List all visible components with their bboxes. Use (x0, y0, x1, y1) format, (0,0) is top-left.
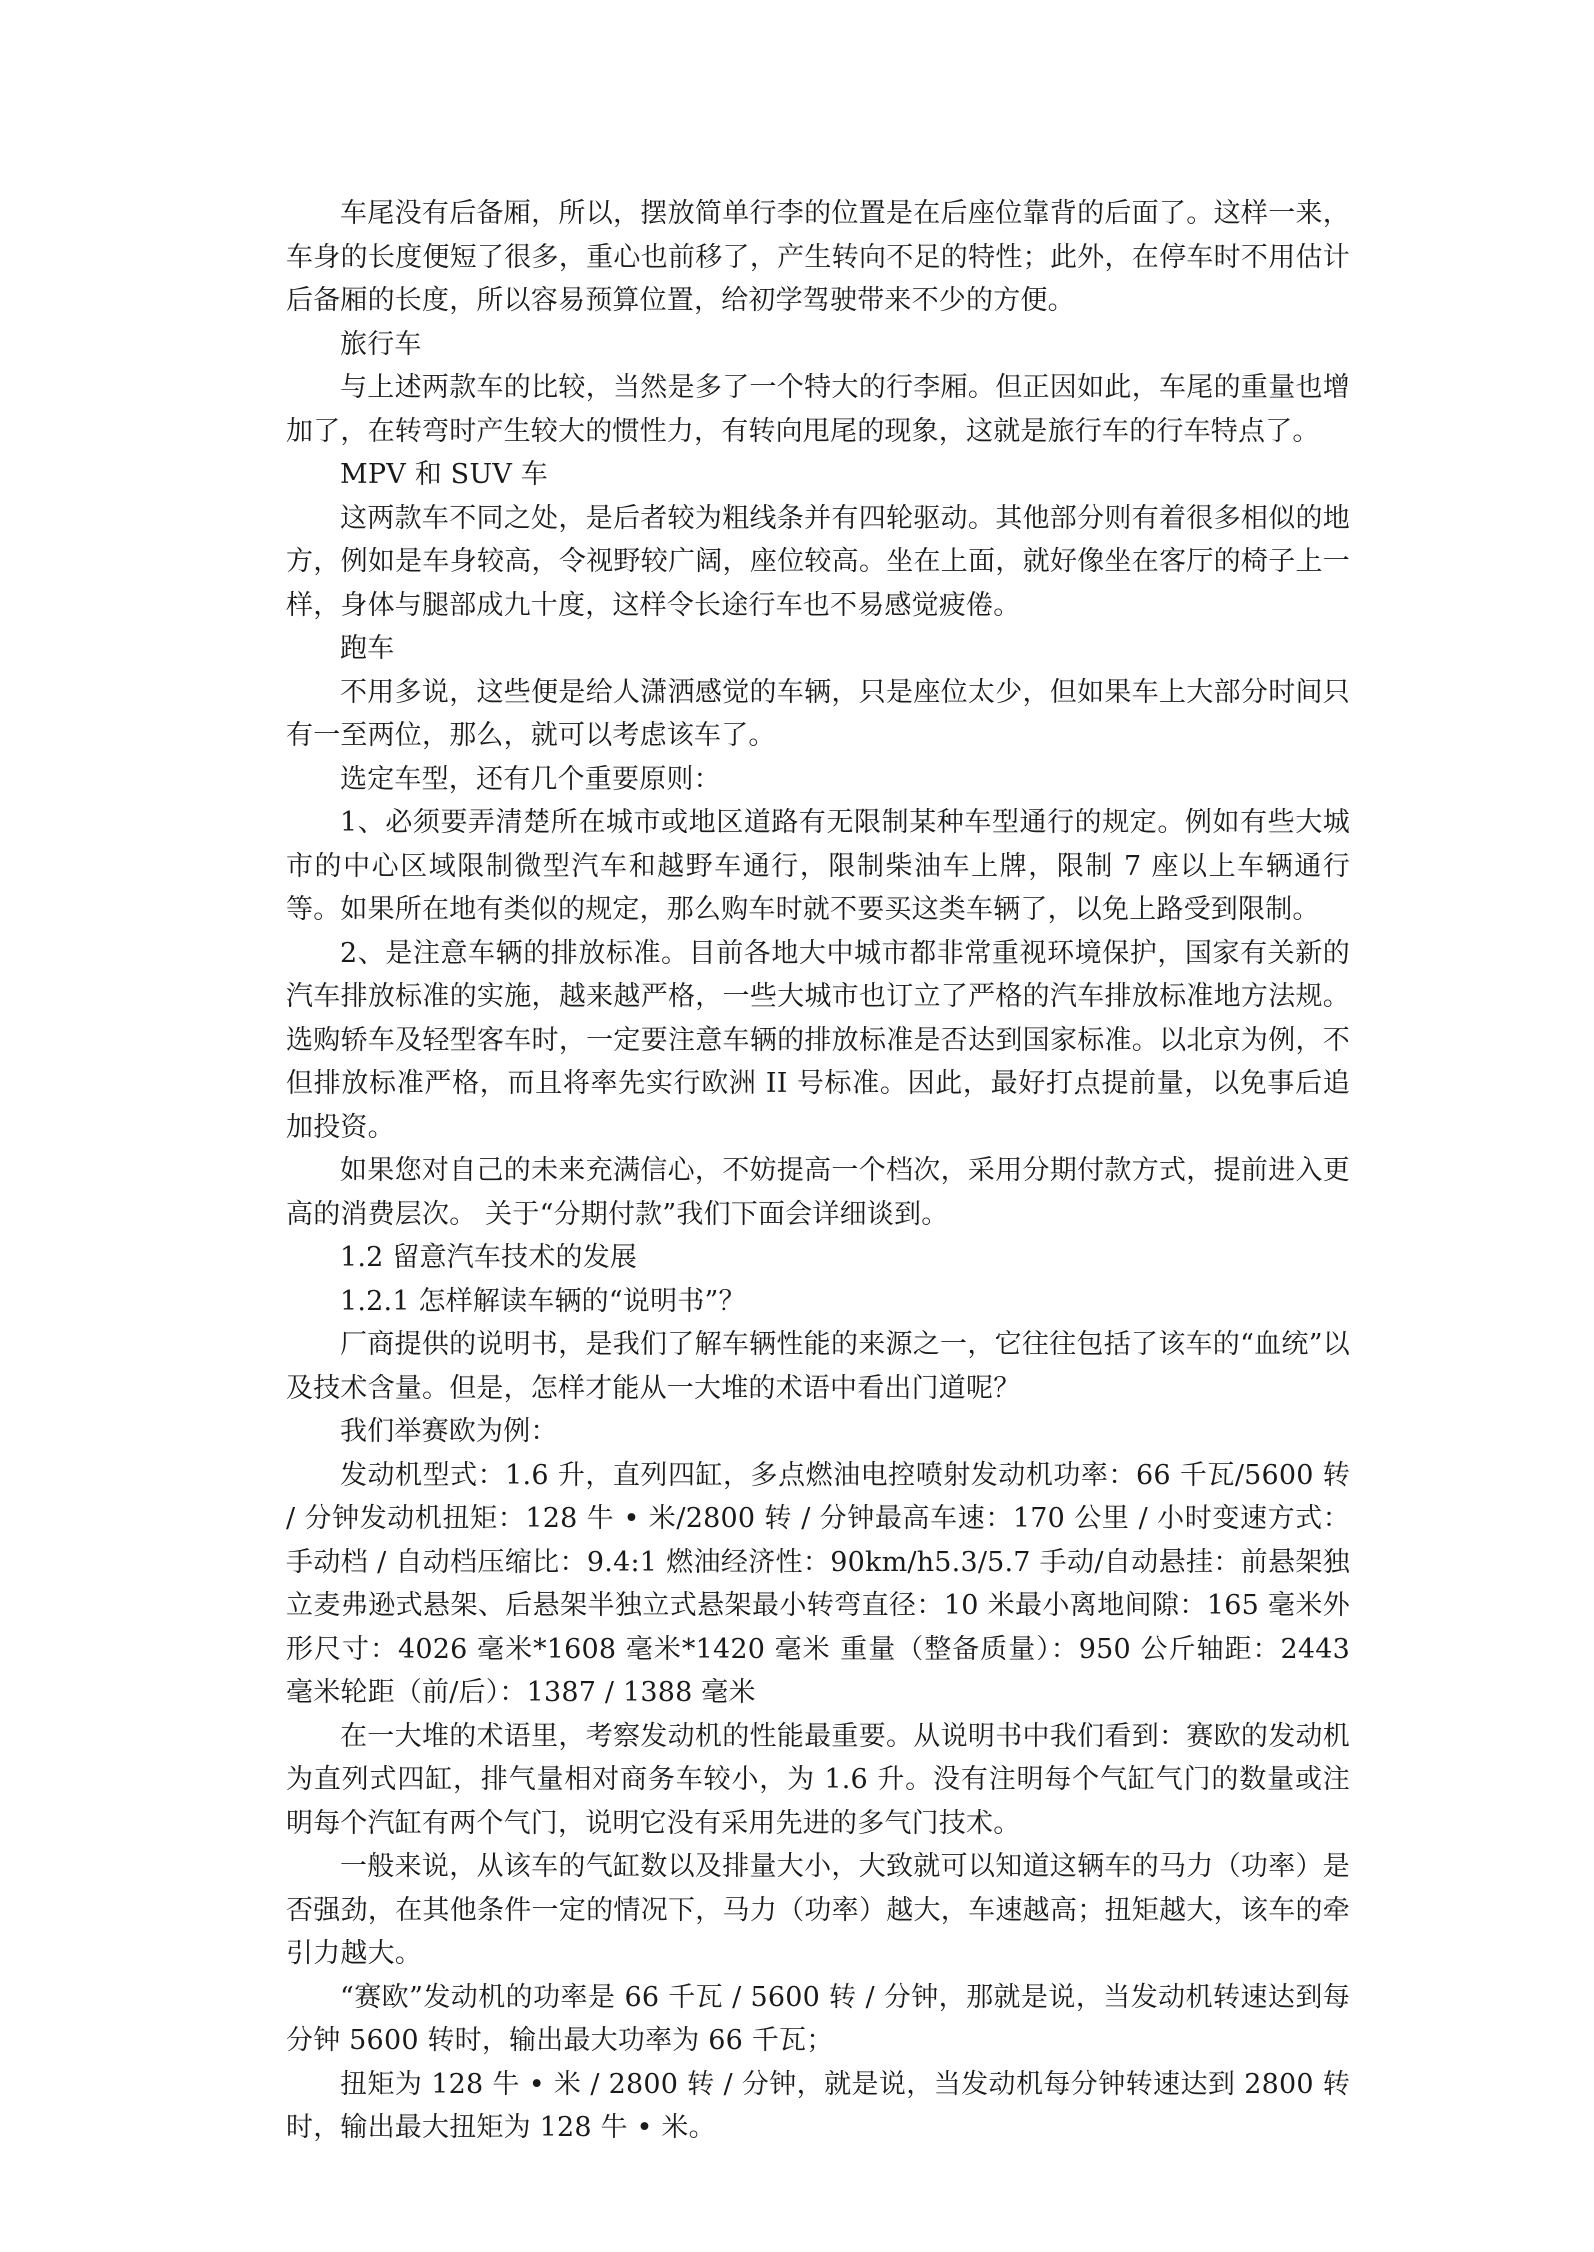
paragraph-mpv-suv: 这两款车不同之处，是后者较为粗线条并有四轮驱动。其他部分则有着很多相似的地方，例如是车身较高，令视野较广阔，座位较高。坐在上面，就好像坐在客厅的椅子上一样，身体与腿部成九十度，这样令长途行车也不易感觉疲倦。 (286, 502, 1350, 621)
paragraph-principle-1: 1、必须要弄清楚所在城市或地区道路有无限制某种车型通行的规定。例如有些大城市的中心区域限制微型汽车和越野车通行，限制柴油车上牌，限制 7 座以上车辆通行等。如果所在地有类似的规定，那么购车时就不要买这类车辆了，以免上路受到限制。 (286, 807, 1350, 925)
heading-station-wagon: 旅行车 (340, 328, 422, 360)
heading-mpv-suv: MPV 和 SUV 车 (340, 459, 549, 490)
paragraph-manual-intro: 厂商提供的说明书，是我们了解车辆性能的来源之一，它往往包括了该车的“血统”以及技术含量。但是，怎样才能从一大堆的术语中看出门道呢？ (286, 1329, 1350, 1404)
paragraph-example-intro: 我们举赛欧为例： (340, 1416, 558, 1447)
paragraph-power-explanation: 一般来说，从该车的气缸数以及排量大小，大致就可以知道这辆车的马力（功率）是否强劲，在其他条件一定的情况下，马力（功率）越大，车速越高；扭矩越大，该车的牵引力越大。 (286, 1851, 1350, 1969)
paragraph-spec-list: 发动机型式：1.6 升，直列四缸，多点燃油电控喷射发动机功率：66 千瓦/5600 转 / 分钟发动机扭矩：128 牛 • 米/2800 转 / 分钟最高车速：170 公里 / 小时变速方式：手动档 / 自动档压缩比：9.4:1 燃油经济性：90km/h5.3/5.7 手动/自动悬挂：前悬架独立麦弗逊式悬架、后悬架半独立式悬架最小转弯直径：10 米最小离地间隙：165 毫米外形尺寸：4026 毫米*1608 毫米*1420 毫米 重量（整备质量）：950 公斤轴距：2443 毫米轮距（前/后）：1387 / 1388 毫米 (286, 1459, 1350, 1708)
paragraph-torque-value: 扭矩为 128 牛 • 米 / 2800 转 / 分钟，就是说，当发动机每分钟转速达到 2800 转时，输出最大扭矩为 128 牛 • 米。 (286, 2068, 1350, 2143)
paragraph-principle-2: 2、是注意车辆的排放标准。目前各地大中城市都非常重视环境保护，国家有关新的汽车排放标准的实施，越来越严格，一些大城市也订立了严格的汽车排放标准地方法规。选购轿车及轻型客车时，一定要注意车辆的排放标准是否达到国家标准。以北京为例，不但排放标准严格，而且将率先实行欧洲 II 号标准。因此，最好打点提前量，以免事后追加投资。 (286, 937, 1350, 1143)
paragraph-sports-car: 不用多说，这些便是给人潇洒感觉的车辆，只是座位太少，但如果车上大部分时间只有一至两位，那么，就可以考虑该车了。 (286, 676, 1350, 751)
document-body (286, 192, 1350, 2150)
paragraph-power-value: “赛欧”发动机的功率是 66 千瓦 / 5600 转 / 分钟，那就是说，当发动机转速达到每分钟 5600 转时，输出最大功率为 66 千瓦； (286, 1981, 1350, 2056)
heading-sports-car: 跑车 (340, 633, 395, 664)
section-heading-1-2: 1.2 留意汽车技术的发展 (340, 1242, 638, 1273)
paragraph-engine-analysis: 在一大堆的术语里，考察发动机的性能最重要。从说明书中我们看到：赛欧的发动机为直列式四缸，排气量相对商务车较小，为 1.6 升。没有注明每个气缸气门的数量或注明每个汽缸有两个气门，说明它没有采用先进的多气门技术。 (286, 1720, 1350, 1839)
paragraph-hatchback-description: 车尾没有后备厢，所以，摆放简单行李的位置是在后座位靠背的后面了。这样一来，车身的长度便短了很多，重心也前移了，产生转向不足的特性；此外，在停车时不用估计后备厢的长度，所以容易预算位置，给初学驾驶带来不少的方便。 (286, 198, 1350, 316)
paragraph-installment: 如果您对自己的未来充满信心，不妨提高一个档次，采用分期付款方式，提前进入更高的消费层次。 关于“分期付款”我们下面会详细谈到。 (286, 1155, 1350, 1230)
section-heading-1-2-1: 1.2.1 怎样解读车辆的“说明书”？ (340, 1285, 746, 1317)
paragraph-principles-intro: 选定车型，还有几个重要原则： (340, 763, 721, 795)
paragraph-station-wagon: 与上述两款车的比较，当然是多了一个特大的行李厢。但正因如此，车尾的重量也增加了，在转弯时产生较大的惯性力，有转向甩尾的现象，这就是旅行车的行车特点了。 (286, 372, 1350, 447)
